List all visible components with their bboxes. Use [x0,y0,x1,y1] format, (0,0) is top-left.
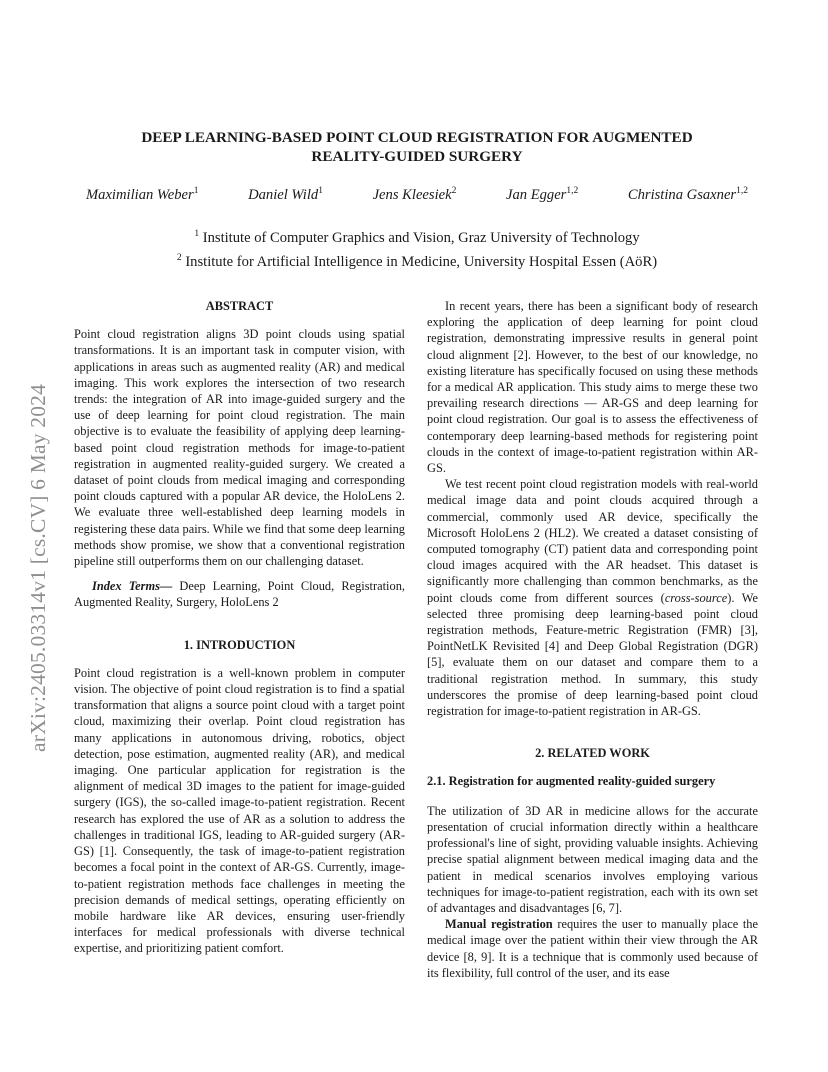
subsection-heading: 2.1. Registration for augmented reality-guided surgery [427,774,716,789]
title-line-2: REALITY-GUIDED SURGERY [311,148,523,165]
introduction-paragraph-2: In recent years, there has been a significant body of research exploring the application of deep learning for point cloud registration, demonstrating impressive results in general point cloud alignment [2]. However, to the best of our knowledge, no existing literature has specifically focused on using these methods for a medical AR application. This study aims to merge these two prevailing research directions — AR-GS and deep learning for point cloud registration. Our goal is to assess the effectiveness of contemporary deep learning-based methods for registering point clouds in the context of image-to-patient registration within AR-GS. [427,299,758,476]
paper-title [74,128,760,166]
author: Jan Egger$^{1,2}$ [505,186,579,203]
right-column [427,298,758,981]
related-work-paragraph-2: Manual registration requires the user to manually place the medical image over the patient within their view through the AR device [8, 9]. It is a technique that is commonly used because of its flexibility, full control of the user, and its ease [427,917,759,980]
author: Christina Gsaxner$^{1,2}$ [627,186,748,203]
introduction-heading: 1. INTRODUCTION [183,637,296,652]
abstract-heading: ABSTRACT [205,299,274,313]
arxiv-side-label [26,282,50,752]
author: Maximilian Weber$^1$ [86,186,199,203]
author-list [74,186,760,204]
index-terms: Index Terms— Deep Learning, Point Cloud, Registration, Augmented Reality, Surgery, HoloLens 2 [74,579,405,610]
abstract-text: Point cloud registration aligns 3D point clouds using spatial transformations. It is an important task in computer vision, with applications in areas such as augmented reality (AR) and medical imaging. This work explores the intersection of two research trends: the integration of AR into image-guided surgery and the use of deep learning for point cloud registration. The main objective is to evaluate the feasibility of applying deep learning-based point cloud registration methods for image-to-patient registration in augmented reality-guided surgery. We created a dataset of point clouds from medical imaging and corresponding point clouds captured with a popular AR device, the HoloLens 2. We evaluate three well-established deep learning models in registering these data pairs. While we find that some deep learning methods show promise, we show that a conventional registration pipeline still outperforms them on our challenging dataset. [74,327,405,569]
title-line-1: DEEP LEARNING-BASED POINT CLOUD REGISTRATION FOR AUGMENTED [141,129,693,146]
author: Daniel Wild$^1$ [248,186,323,203]
left-column [74,298,405,957]
related-work-heading: 2. RELATED WORK [535,746,650,761]
affiliation: $^2$ Institute for Artificial Intelligence in Medicine, University Hospital Essen (AöR) [176,252,658,270]
introduction-paragraph-3: We test recent point cloud registration models with real-world medical image data and point clouds acquired through a commercial, commonly used AR device, specifically the Microsoft HoloLens 2 (HL2). We created a dataset consisting of computed tomography (CT) patient data and corresponding point cloud images acquired with the AR headset. This dataset is significantly more challenging than common benchmarks, as the point clouds come from different sources (cross-source). We selected three promising deep learning-based point cloud registration methods, Feature-metric Registration (FMR) [3], PointNetLK Revisited [4] and Deep Global Registration (DGR) [5], evaluate them on our dataset and compare them to a traditional registration method. In summary, this study underscores the promise of deep learning-based point cloud registration for image-to-patient registration in AR-GS. [427,477,758,719]
affiliation: $^1$ Institute of Computer Graphics and Vision, Graz University of Technology [194,229,640,246]
affiliations [74,224,760,272]
author: Jens Kleesiek$^2$ [372,186,457,203]
introduction-paragraph-1: Point cloud registration is a well-known problem in computer vision. The objective of point cloud registration is to find a spatial transformation that aligns a source point cloud with a target point cloud, maximizing their overlap. Point cloud registration has many applications in autonomous driving, robotics, object detection, pose estimation, augmented reality (AR), and medical imaging. One particular application for registration is the alignment of medical 3D images to the patient for image-guided surgery (IGS), the so-called image-to-patient registration. Recent research has explored the use of AR as a solution to address the challenges in traditional IGS, leading to AR-guided surgery (AR-GS) [1]. Consequently, the task of image-to-patient registration becomes a focal point in the context of AR-GS. Currently, image-to-patient registration methods face challenges in meeting the precision demands of medical settings, operating efficiently on mobile hardware like AR devices, ensuring user-friendly interfaces for medical professionals with diverse technical expertise, and prioritizing patient comfort. [74,665,405,956]
related-work-paragraph-1: The utilization of 3D AR in medicine allows for the accurate presentation of crucial information directly within a healthcare professional's line of sight, providing valuable insights. Achieving precise spatial alignment between medical imaging data and the patient in medical scenarios involves employing various techniques for image-to-patient registration, each with its own set of advantages and disadvantages [6, 7]. [427,803,758,915]
arxiv-identifier: arXiv:2405.03314v1 [cs.CV] 6 May 2024 [26,383,50,752]
